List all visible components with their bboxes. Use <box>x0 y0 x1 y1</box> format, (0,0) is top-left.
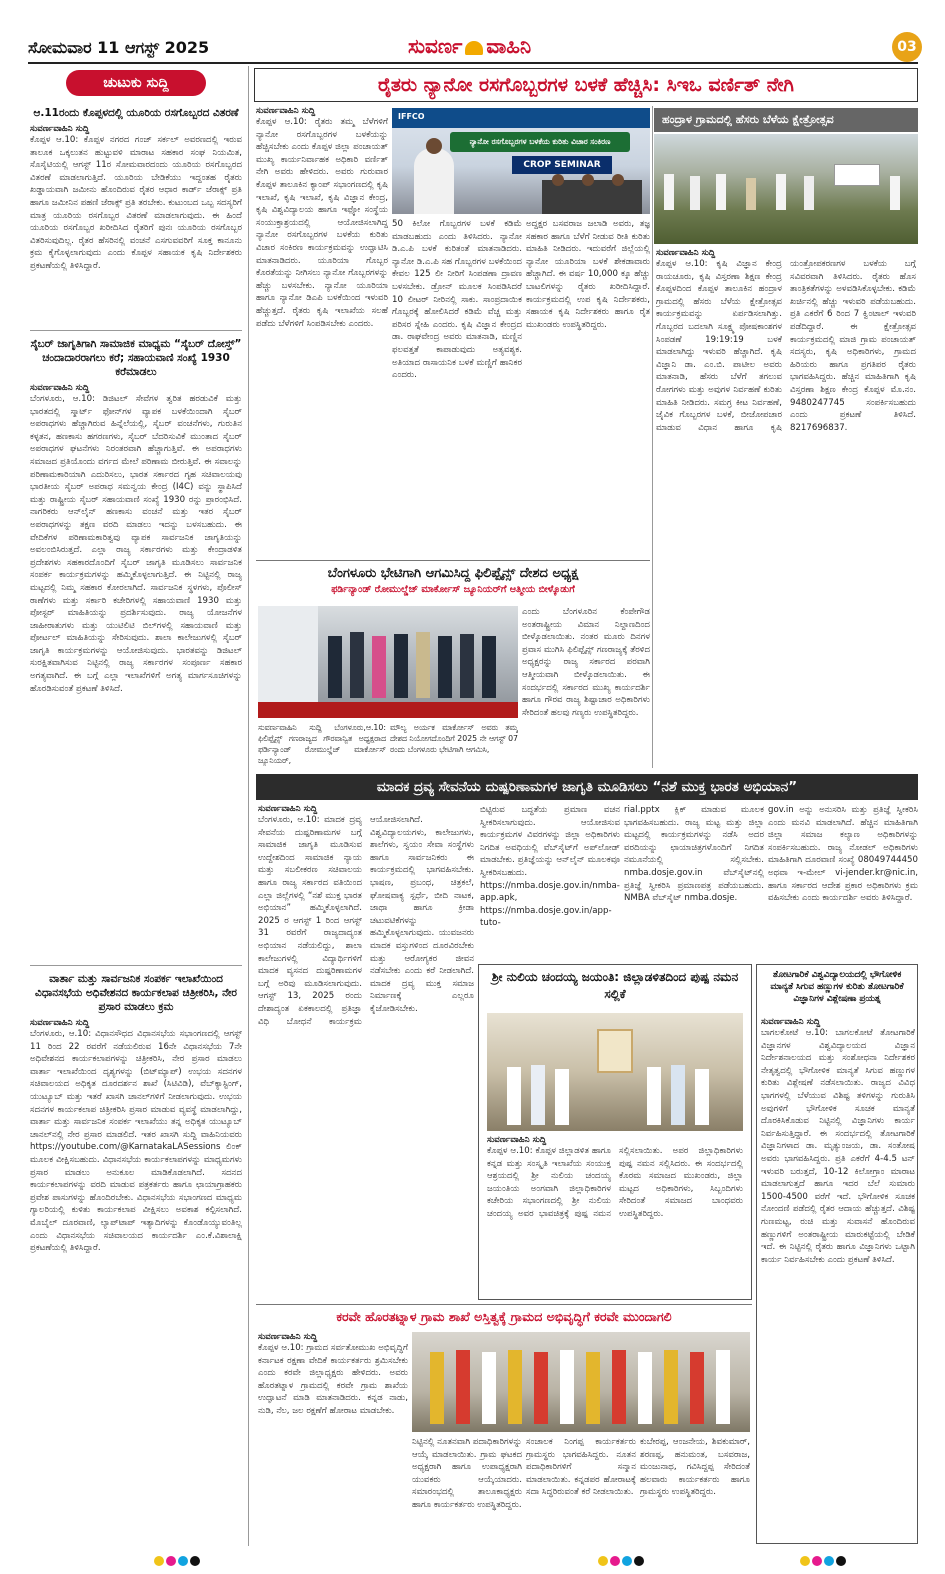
philippines-headline: ಬೆಂಗಳೂರು ಭೇಟಿಗಾಗಿ ಆಗಮಿಸಿದ್ದ ಫಿಲಿಪ್ಪೈನ್ಸ್ ದೇಶದ ಅಧ್ಯಕ್ಷ <box>327 566 579 581</box>
lead-headline: ರೈತರು ನ್ಯಾನೋ ರಸಗೊಬ್ಬರಗಳ ಬಳಕೆ ಹೆಚ್ಚಿಸಿ: ಸಿಇಒ ವರ್ಣಿತ್ ನೇಗಿ <box>378 74 794 96</box>
karave-body-col1: ಕೊಪ್ಪಳ ಆ.10: ಗ್ರಾಮದ ಸರ್ವತೋಮುಖ ಅಭಿವೃದ್ಧಿಗೆ ಕರ್ನಾಟಕ ರಕ್ಷಣಾ ವೇದಿಕೆ ಕಾರ್ಯಕರ್ತರು ಶ್ರಮಿಸಬೇಕು ಎಂದು ಕರವೇ ಜಿಲ್ಲಾಧ್ಯಕ್ಷರು ಹೇಳಿದರು. ಅವರು ಹೊರತಟ್ನಾಳ ಗ್ರಾಮದಲ್ಲಿ ಕರವೇ ಗ್ರಾಮ ಶಾಖೆಯ ಉದ್ಘಾಟನೆ ಮಾಡಿ ಮಾತನಾಡಿದರು. ಕನ್ನಡ ನಾಡು, ನುಡಿ, ನೆಲ, ಜಲ ರಕ್ಷಣೆಗೆ ಹೋರಾಟ ಮಾಡಬೇಕು. <box>258 1343 408 1416</box>
karave-col-3 <box>526 1436 636 1544</box>
philippines-caption-2 <box>390 722 518 768</box>
lead-body-col3: ಅದ್ದಕ್ಷರ ಬಸವರಾಜ ಜಲಾಡಿ ಅವರು, ತಜ್ಞ ಸಹಕಾರ ಹಾಗೂ ಬೆಳೆಗೆ ನೀಡುವ ರೀತಿ ಕುರಿತು ಮಾಹಿತಿ ನೀಡಿದರು. ಇದುವರೆಗೆ ಜಿಲ್ಲೆಯಲ್ಲಿ ನ್ಯಾನೋ ಯೂರಿಯಾ ಬಳಕೆ ಶೇಕಡಾವಾರು ಹೆಚ್ಚಾಗಿದೆ. ಈ ವರ್ಷ 10,000 ಕ್ಕೂ ಹೆಚ್ಚು ಬಾಟಲಿಗಳನ್ನು ರೈತರು ಖರೀದಿಸಿದ್ದಾರೆ. ಕಾರ್ಯಕ್ರಮದಲ್ಲಿ ಉಪ ಕೃಷಿ ನಿರ್ದೇಶಕರು, ಸಹಾಯಕ ಕೃಷಿ ನಿರ್ದೇಶಕರು ಹಾಗೂ ರೈತ ಮುಖಂಡರು ಉಪಸ್ಥಿತರಿದ್ದರು. <box>526 219 650 330</box>
karave-col-2 <box>412 1436 522 1544</box>
karave-col-1 <box>258 1332 408 1544</box>
nasha-body-col2: ಬಿಟ್ಟಿರುವ ಬದ್ಧತೆಯ ಪ್ರಮಾಣ ವಚನ ಸ್ವೀಕರಿಸಲಾಗುವುದು. ಆಯೋಜಿಸುವ ಕಾರ್ಯಕ್ರಮಗಳ ವಿವರಗಳನ್ನು ಜಿಲ್ಲಾ ಅಧಿಕಾರಿಗಳು ನಿಗದಿತ ಅವಧಿಯಲ್ಲಿ ವೆಬ್‌ಸೈಟ್‌ಗೆ ಅಪ್‌ಲೋಡ್ ಮಾಡಬೇಕು. ಪ್ರತಿಜ್ಞೆಯನ್ನು ಆನ್‌ಲೈನ್ ಮೂಲಕವೂ ಸ್ವೀಕರಿಸಬಹುದು. https://nmba.dosje.gov.in/nmba-app.apk, https://nmba.dosje.gov.in/app-tuto- <box>480 805 620 929</box>
nasha-body-col3: rial.pptx ಕ್ಲಿಕ್ ಮಾಡುವ ಮೂಲಕ ಭಾಗವಹಿಸಬಹುದು. ರಾಜ್ಯ ಮಟ್ಟ ಮತ್ತು ಜಿಲ್ಲಾ ಮಟ್ಟದಲ್ಲಿ ಕಾರ್ಯಕ್ರಮಗಳನ್ನು ನಡೆಸಿ ಅದರ ವರದಿಯನ್ನು ಛಾಯಾಚಿತ್ರಗಳೊಂದಿಗೆ ನಿಗದಿತ ನಮೂನೆಯಲ್ಲಿ ಸಲ್ಲಿಸಬೇಕು. nmba.dosje.gov.in ವೆಬ್‌ಸೈಟ್‌ನಲ್ಲಿ ಪ್ರತಿಜ್ಞೆ ಸ್ವೀಕರಿಸಿ ಪ್ರಮಾಣಪತ್ರ ಪಡೆಯಬಹುದು. NMBA ವೆಬ್‌ಸೈಟ್ nmba.dosje. <box>624 805 764 904</box>
hesaru-source: ಸುವರ್ಣವಾಹಿನಿ ಸುದ್ದಿ <box>656 248 716 258</box>
philippines-subhead: ಫರ್ಡಿನ್ಯಾಂಡ್ ರೋಮುಲ್ಡೆಜ್ ಮಾರ್ಕೋಸ್ ಜ್ಯೂನಿಯರ್‌ಗೆ ಆತ್ಮೀಯ ಬೀಳ್ಕೊಡುಗೆ <box>331 584 575 595</box>
logo-sun-icon <box>465 41 483 55</box>
karave-headline: ಕರವೇ ಹೊರತಟ್ನಾಳ ಗ್ರಾಮ ಶಾಖೆ ಅಸ್ತಿತ್ವಕ್ಕೆ ಗ್ರಾಮದ ಅಭಿವೃದ್ಧಿಗೆ ಕರವೇ ಮುಂದಾಗಲಿ <box>336 1309 672 1324</box>
nuliya-body: ಕೊಪ್ಪಳ ಆ.10: ಕೊಪ್ಪಳ ಜಿಲ್ಲಾಡಳಿತ ಹಾಗೂ ಕನ್ನಡ ಮತ್ತು ಸಂಸ್ಕೃತಿ ಇಲಾಖೆಯ ಸಂಯುಕ್ತ ಆಶ್ರಯದಲ್ಲಿ ಶ್ರೀ ನುಲಿಯ ಚಂದಯ್ಯ ಜಯಂತಿಯ ಅಂಗವಾಗಿ ಜಿಲ್ಲಾಧಿಕಾರಿಗಳ ಕಚೇರಿಯ ಸಭಾಂಗಣದಲ್ಲಿ ಶ್ರೀ ನುಲಿಯ ಚಂದಯ್ಯ ಅವರ ಭಾವಚಿತ್ರಕ್ಕೆ ಪುಷ್ಪ ನಮನ ಸಲ್ಲಿಸಲಾಯಿತು. ಅಪರ ಜಿಲ್ಲಾಧಿಕಾರಿಗಳು ಪುಷ್ಪ ನಮನ ಸಲ್ಲಿಸಿದರು. ಈ ಸಂದರ್ಭದಲ್ಲಿ ಕೊರಮ ಸಮಾಜದ ಮುಖಂಡರು, ಜಿಲ್ಲಾ ಮಟ್ಟದ ಅಧಿಕಾರಿಗಳು, ಸಿಬ್ಬಂದಿಗಳು ಸೇರಿದಂತೆ ಸಮಾಜದ ಬಾಂಧವರು ಉಪಸ್ಥಿತರಿದ್ದರು. <box>487 1146 743 1219</box>
philippines-photo <box>258 606 518 718</box>
story-urea <box>30 106 242 324</box>
logo-left-text: ಸುವರ್ಣ <box>408 34 463 58</box>
logo-right-text: ವಾಹಿನಿ <box>486 34 532 58</box>
philippines-caption-1 <box>258 722 386 768</box>
story-headline: ಆ.11ರಂದು ಕೊಪ್ಪಳದಲ್ಲಿ ಯೂರಿಯ ರಸಗೊಬ್ಬರದ ವಿತರಣೆ <box>33 107 239 119</box>
nasha-col-4 <box>768 804 918 960</box>
nasha-col-3 <box>624 804 764 960</box>
speaker-figure <box>414 148 454 214</box>
section-title-pill: ಚುಟುಕು ಸುದ್ದಿ <box>66 70 206 96</box>
karave-col-4 <box>640 1436 750 1544</box>
philippines-body: ಎಂದು ಬೆಂಗಳೂರಿನ ಕೆಂಪೇಗೌಡ ಅಂತರಾಷ್ಟ್ರೀಯ ವಿಮಾನ ನಿಲ್ದಾಣದಿಂದ ಬೀಳ್ಕೊಡಲಾಯಿತು. ನಂತರ ಮೂರು ದಿನಗಳ ಪ್ರವಾಸ ಮುಗಿಸಿ ಫಿಲಿಪ್ಪೈನ್ಸ್ ಗಣರಾಜ್ಯಕ್ಕೆ ತೆರಳಿದ ಅಧ್ಯಕ್ಷರನ್ನು ರಾಜ್ಯ ಸರ್ಕಾರದ ಪರವಾಗಿ ಆತ್ಮೀಯವಾಗಿ ಬೀಳ್ಕೊಡಲಾಯಿತು. ಈ ಸಂದರ್ಭದಲ್ಲಿ ಸರ್ಕಾರದ ಮುಖ್ಯ ಕಾರ್ಯದರ್ಶಿ ಹಾಗೂ ಗೌರವ ರಾಜ್ಯ ಶಿಷ್ಟಾಚಾರ ಅಧಿಕಾರಿಗಳು ಸೇರಿದಂತೆ ಹಲವು ಗಣ್ಯರು ಉಪಸ್ಥಿತರಿದ್ದರು. <box>522 607 650 718</box>
horticulture-body: ಬಾಗಲಕೋಟೆ ಆ.10: ಬಾಗಲಕೋಟೆ ತೋಟಗಾರಿಕೆ ವಿಜ್ಞಾನಗಳ ವಿಶ್ವವಿದ್ಯಾಲಯದ ವಿಜ್ಞಾನ ನಿರ್ದೇಶನಾಲಯದ ಮತ್ತು ಸಂಶೋಧನಾ ನಿರ್ದೇಶಕರ ನೇತೃತ್ವದಲ್ಲಿ ಭೌಗೋಳಿಕ ಮಾನ್ಯತೆ ಸಿಗುವ ಹಣ್ಣುಗಳ ಕುರಿತು ವಿಶ್ಲೇಷಣೆ ನಡೆಸಲಾಯಿತು. ರಾಜ್ಯದ ವಿವಿಧ ಭಾಗಗಳಲ್ಲಿ ಬೆಳೆಯುವ ವಿಶಿಷ್ಟ ತಳಿಗಳನ್ನು ಗುರುತಿಸಿ ಅವುಗಳಿಗೆ ಭೌಗೋಳಿಕ ಸೂಚಕ ಮಾನ್ಯತೆ ದೊರಕಿಸಿಕೊಡುವ ನಿಟ್ಟಿನಲ್ಲಿ ವಿಜ್ಞಾನಿಗಳು ಕಾರ್ಯ ನಿರ್ವಹಿಸುತ್ತಿದ್ದಾರೆ. ಈ ಸಂದರ್ಭದಲ್ಲಿ ತೋಟಗಾರಿಕೆ ವಿಜ್ಞಾನಿಗಳಾದ ಡಾ. ಮೃತ್ಯುಂಜಯ, ಡಾ. ಸಂತೋಷ ಅವರು ಭಾಗವಹಿಸಿದ್ದರು. ಪ್ರತಿ ಎಕರೆಗೆ 4-4.5 ಟನ್ ಇಳುವರಿ ಬರುತ್ತದೆ, 10-12 ಕಿಲೋಗ್ರಾಂ ಮಾರಾಟ ಮಾಡಲಾಗುತ್ತದೆ ಹಾಗೂ ಇದರ ಬೆಲೆ ಸುಮಾರು 1500-4500 ವರೆಗೆ ಇದೆ. ಭೌಗೋಳಿಕ ಸೂಚಕ ನೋಂದಣಿ ಪಡೆದಲ್ಲಿ ರೈತರ ಆದಾಯ ಹೆಚ್ಚುತ್ತದೆ. ವಿಶಿಷ್ಟ ಗುಣಮಟ್ಟ, ರುಚಿ ಮತ್ತು ಸುವಾಸನೆ ಹೊಂದಿರುವ ಹಣ್ಣುಗಳಿಗೆ ಅಂತರಾಷ್ಟ್ರೀಯ ಮಾರುಕಟ್ಟೆಯಲ್ಲಿ ಬೇಡಿಕೆ ಇದೆ. ಈ ನಿಟ್ಟಿನಲ್ಲಿ ರೈತರು ಹಾಗೂ ವಿಜ್ಞಾನಿಗಳು ಒಟ್ಟಾಗಿ ಕಾರ್ಯ ನಿರ್ವಹಿಸಬೇಕು ಎಂದು ಪ್ರಕಟಣೆ ತಿಳಿಸಿದೆ. <box>761 1028 915 1265</box>
photo-banner: ನ್ಯಾನೋ ರಸಗೊಬ್ಬರಗಳ ಬಳಕೆಯ ಕುರಿತು ವಿಚಾರ ಸಂಕಿರಣ <box>450 132 630 152</box>
page-number-badge: 03 <box>892 32 922 62</box>
story-source: ಸುವರ್ಣವಾಹಿನಿ ಸುದ್ದಿ <box>30 383 90 393</box>
nuliya-photo <box>487 1013 743 1131</box>
karave-body-col3: ಸಂಚಾಲಕ ನಿಂಗಪ್ಪ ಕಾರ್ಯಕರ್ತರು ಗ್ರಾಮಸ್ಥರು ಭಾಗವಹಿಸಿದ್ದರು. ನೂತನ ಪದಾಧಿಕಾರಿಗಳಿಗೆ ಸನ್ಮಾನ ಮಾಡಲಾಯಿತು. ಕನ್ನಡಪರ ಹೋರಾಟಕ್ಕೆ ಸದಾ ಸಿದ್ಧರಿರುವಂತೆ ಕರೆ ನೀಡಲಾಯಿತು. <box>526 1437 636 1498</box>
nasha-col-2 <box>480 804 620 960</box>
lead-body-col2: 50 ಕಿಲೋ ಗೊಬ್ಬರಗಳ ಬಳಕೆ ಕಡಿಮೆ ಮಾಡಬಹುದು ಎಂದು ತಿಳಿಸಿದರು. ನ್ಯಾನೋ ಡಿ.ಎ.ಪಿ ಬಳಕೆ ಕುರಿತಂತೆ ಮಾತನಾಡಿದರು. ನ್ಯಾನೋ ಡಿ.ಎ.ಪಿ ಸಹ ಗೊಬ್ಬರಗಳ ಬಳಕೆಯಿಂದ ಕೇವಲ 125 ಲೀ ನೀರಿಗೆ ಸಿಂಪಡಣಾ ದ್ರಾವಣ ಬಳಸಬೇಕು. ಡ್ರೋನ್ ಮೂಲಕ ಸಿಂಪಡಿಸಿದರೆ 10 ಲೀಟರ್ ನೀರಿನಲ್ಲಿ ಸಾಕು. ಸಾಂಪ್ರದಾಯಿಕ ಗೊಬ್ಬರಕ್ಕೆ ಹೋಲಿಸಿದರೆ ಕಡಿಮೆ ವೆಚ್ಚ ಮತ್ತು ಪರಿಸರ ಸ್ನೇಹಿ ಎಂದರು. ಕೃಷಿ ವಿಜ್ಞಾನ ಕೇಂದ್ರದ ಡಾ. ರಾಘವೇಂದ್ರ ಅವರು ಮಾತನಾಡಿ, ಮಣ್ಣಿನ ಫಲವತ್ತತೆ ಕಾಪಾಡುವುದು ಅತ್ಯವಶ್ಯಕ. ಅತಿಯಾದ ರಾಸಾಯನಿಕ ಬಳಕೆ ಮಣ್ಣಿಗೆ ಹಾನಿಕರ ಎಂದರು. <box>392 219 522 381</box>
story-body: ಕೊಪ್ಪಳ ಆ.10: ಕೊಪ್ಪಳ ನಗರದ ಗಂಜ್ ಸರ್ಕಲ್ ಅವರಣದಲ್ಲಿ ಇರುವ ತಾಲೂಕ ಒಕ್ಕಲುತನ ಹುಟ್ಟುವಳಿ ಮಾರಾಟ ಸಹಕಾರ ಸಂಘ ನಿಯಮಿತ, ಸೊಸೈಟಿಯಲ್ಲಿ ಆಗಸ್ಟ್ 11ರ ಸೋಮವಾರದಂದು ಯೂರಿಯ ರಸಗೊಬ್ಬರದ ವಿತರಣೆ ಮಾಡಲಾಗುತ್ತಿದೆ. ಯೂರಿಯ ಬೇಡಿಕೆಯು ಇದ್ದಂತಹ ರೈತರು ಖಡ್ಡಾಯವಾಗಿ ಜಮೀನು ಹೊಂದಿರುವ ರೈತರ ಆಧಾರ ಕಾರ್ಡ್ ಜೆರಾಕ್ಸ್ ಪ್ರತಿ ಹಾಗೂ ಜಮೀನಿನ ಪಹಣಿ ಜೆರಾಕ್ಸ್ ಪ್ರತಿ ತರಬೇಕು. ಕುಟುಂಬದ ಒಬ್ಬ ಸದಸ್ಯರಿಗೆ ಮಾತ್ರ ಯೂರಿಯ ರಸಗೊಬ್ಬರ ವಿತರಣೆ ಮಾಡಲಾಗುವುದು. ಈ ಹಿಂದೆ ಯೂರಿಯ ರಸಗೊಬ್ಬರ ಖರೀದಿಸಿದ ರೈತರಿಗೆ ಪುನಃ ಯೂರಿಯ ರಸಗೊಬ್ಬರ ವಿತರಿಸುವುದಿಲ್ಲ. ರೈತರ ಹೆಸರಿನಲ್ಲಿ ವಂಚನೆ ಎಸಗುವವರಿಗೆ ಸೂಕ್ತ ಕಾನೂನು ಕ್ರಮ ಕೈಗೊಳ್ಳಲಾಗುವುದು ಎಂದು ಕೊಪ್ಪಳ ಸಹಾಯಕ ಕೃಷಿ ನಿರ್ದೇಶಕರು ಪ್ರಕಟಣೆಯಲ್ಲಿ ತಿಳಿಸಿದ್ದಾರೆ. <box>30 135 242 271</box>
column-divider <box>248 66 249 1546</box>
hesaru-body: ಕೊಪ್ಪಳ ಆ.10: ಕೃಷಿ ವಿಜ್ಞಾನ ಕೇಂದ್ರ ರಾಯಚೂರು, ಕೃಷಿ ವಿಸ್ತರಣಾ ಶಿಕ್ಷಣ ಕೇಂದ್ರ ಕೊಪ್ಪಳದಿಂದ ಕೊಪ್ಪಳ ತಾಲೂಕಿನ ಹಂದ್ರಾಳ ಗ್ರಾಮದಲ್ಲಿ ಹೆಸರು ಬೆಳೆಯ ಕ್ಷೇತ್ರೋತ್ಸವ ಕಾರ್ಯಕ್ರಮವನ್ನು ಏರ್ಪಡಿಸಲಾಗಿತ್ತು. ಗೊಬ್ಬರದ ಬದಲಾಗಿ ಸೂಕ್ಷ್ಮ ಪೋಷಕಾಂಶಗಳ ಸಿಂಪಡಣೆ 19:19:19 ಬಳಕೆ ಮಾಡಲಾಗಿದ್ದು ಇಳುವರಿ ಹೆಚ್ಚಾಗಿದೆ. ಕೃಷಿ ವಿಜ್ಞಾನಿ ಡಾ. ಎಂ.ಬಿ. ಪಾಟೀಲ ಅವರು ಮಾತನಾಡಿ, ಹೆಸರು ಬೆಳೆಗೆ ತಗಲುವ ರೋಗಗಳು ಮತ್ತು ಅವುಗಳ ನಿರ್ವಹಣೆ ಕುರಿತು ಮಾಹಿತಿ ನೀಡಿದರು. ಸಮಗ್ರ ಕೀಟ ನಿರ್ವಹಣೆ, ಜೈವಿಕ ಗೊಬ್ಬರಗಳ ಬಳಕೆ, ಬೀಜೋಪಚಾರ ಮಾಡುವ ವಿಧಾನ ಹಾಗೂ ಕೃಷಿ ಯಂತ್ರೋಪಕರಣಗಳ ಬಳಕೆಯ ಬಗ್ಗೆ ಸವಿವರವಾಗಿ ತಿಳಿಸಿದರು. ರೈತರು ಹೊಸ ತಾಂತ್ರಿಕತೆಗಳನ್ನು ಅಳವಡಿಸಿಕೊಳ್ಳಬೇಕು. ಕಡಿಮೆ ಖರ್ಚಿನಲ್ಲಿ ಹೆಚ್ಚು ಇಳುವರಿ ಪಡೆಯಬಹುದು. ಪ್ರತಿ ಎಕರೆಗೆ 6 ರಿಂದ 7 ಕ್ವಿಂಟಾಲ್ ಇಳುವರಿ ಪಡೆದಿದ್ದಾರೆ. ಈ ಕ್ಷೇತ್ರೋತ್ಸವ ಕಾರ್ಯಕ್ರಮದಲ್ಲಿ ಮಾಜಿ ಗ್ರಾಮ ಪಂಚಾಯತ್ ಸದಸ್ಯರು, ಕೃಷಿ ಅಧಿಕಾರಿಗಳು, ಗ್ರಾಮದ ಹಿರಿಯರು ಹಾಗೂ ಪ್ರಗತಿಪರ ರೈತರು ಭಾಗವಹಿಸಿದ್ದರು. ಹೆಚ್ಚಿನ ಮಾಹಿತಿಗಾಗಿ ಕೃಷಿ ವಿಸ್ತರಣಾ ಶಿಕ್ಷಣ ಕೇಂದ್ರ ಕೊಪ್ಪಳ ಮೊ.ನಂ. 9480247745 ಸಂಪರ್ಕಿಸಬಹುದು ಎಂದು ಪ್ರಕಟಣೆ ತಿಳಿಸಿದೆ. 8217696837. <box>656 259 916 433</box>
print-registration-marks <box>0 1556 945 1570</box>
lead-col-2 <box>392 218 522 556</box>
photo-banner-en: CROP SEMINAR <box>512 156 612 174</box>
philippines-body-col <box>522 606 650 768</box>
lead-col-3 <box>526 218 650 556</box>
lead-col-1 <box>256 106 388 556</box>
philippines-caption: ಸುವರ್ಣವಾಹಿನಿ ಸುದ್ದಿ ಬೆಂಗಳೂರು,ಆ.10: ಫಿಲಿಪ್ಪೈನ್ಸ್ ಗಣರಾಜ್ಯದ ಗೌರವಾನ್ವಿತ ಅಧ್ಯಕ್ಷರಾದ ಫರ್ಡಿನ್ಯಾಂಡ್ ರೋಮುಲ್ಡೆಜ್ ಮಾರ್ಕೋಸ್ ಜ್ಯೂನಿಯರ್, <box>258 723 386 765</box>
philippines-header <box>256 560 650 602</box>
nasha-col-1 <box>258 804 474 1150</box>
lead-source: ಸುವರ್ಣವಾಹಿನಿ ಸುದ್ದಿ <box>256 106 316 116</box>
story-headline: ವಾರ್ತಾ ಮತ್ತು ಸಾರ್ವಜನಿಕ ಸಂಪರ್ಕ ಇಲಾಖೆಯಿಂದ ವಿಧಾನಸಭೆಯ ಅಧಿವೇಶನದ ಕಾರ್ಯಕಲಾಪ ಚಿತ್ರೀಕರಿಸಿ, ನೇರ ಪ್ರಸಾರ ಮಾಡಲು ಕ್ರಮ <box>35 973 237 1013</box>
story-assembly <box>30 972 242 1546</box>
nasha-source: ಸುವರ್ಣವಾಹಿನಿ ಸುದ್ದಿ <box>258 804 318 814</box>
karave-source: ಸುವರ್ಣವಾಹಿನಿ ಸುದ್ದಿ <box>258 1332 318 1342</box>
hesaru-band: ಹಂದ್ರಾಳ ಗ್ರಾಮದಲ್ಲಿ ಹೆಸರು ಬೆಳೆಯ ಕ್ಷೇತ್ರೋತ್ಸವ <box>654 108 918 132</box>
story-body: ಬೆಂಗಳೂರು, ಆ.10: ವಿಧಾನಸೌಧದ ವಿಧಾನಸಭೆಯ ಸಭಾಂಗಣದಲ್ಲಿ ಆಗಸ್ಟ್ 11 ರಿಂದ 22 ರವರೆಗೆ ನಡೆಯಲಿರುವ 16ನೇ ವಿಧಾನಸಭೆಯ 7ನೇ ಅಧಿವೇಶನದ ಕಾರ್ಯಕಲಾಪಗಳನ್ನು ಚಿತ್ರೀಕರಿಸಿ, ನೇರ ಪ್ರಸಾರ ಮಾಡಲು ವಾರ್ತಾ ಇಲಾಖೆಯಿಂದ ದೃಶ್ಯಗಳನ್ನು (ಬಿಟ್‌ಮ್ಯಾಪ್) ಉಭಯ ಸದನಗಳ ಸಚಿವಾಲಯದ ಅಧಿಕೃತ ದೂರದರ್ಶನ ಶಾಖೆ (ಸಿಟಿವಿಡಿ), ವೆಬ್‌ಕ್ಯಾಸ್ಟಿಂಗ್, ಯುಟ್ಯೂಬ್ ಮತ್ತು ಇತರೆ ಖಾಸಗಿ ಚಾನಲ್‌ಗಳಿಗೆ ನೀಡಲಾಗುವುದು. ಉಭಯ ಸದನಗಳ ಕಾರ್ಯಕಲಾಪ ಚಿತ್ರೀಕರಿಸಿ ಪ್ರಸಾರ ಮಾಡುವ ವ್ಯವಸ್ಥೆ ಮಾಡಲಾಗಿದ್ದು, ವಾರ್ತಾ ಮತ್ತು ಸಾರ್ವಜನಿಕ ಸಂಪರ್ಕ ಇಲಾಖೆಯು ತನ್ನ ಅಧಿಕೃತ ಯುಟ್ಯೂಬ್ ಚಾನಲ್‌ನಲ್ಲಿ ನೇರ ಪ್ರಸಾರ ಮಾಡಲಿದೆ. ಇತರ ಖಾಸಗಿ ಸುದ್ದಿ ವಾಹಿನಿಯವರು https://youtube.com/@KarnatakaLASessions ಲಿಂಕ್ ಮೂಲಕ ವೀಕ್ಷಿಸಬಹುದು. ವಿಧಾನಸಭೆಯ ಕಾರ್ಯಕಲಾಪಗಳನ್ನು ಮಾಧ್ಯಮಗಳು ಪ್ರಸಾರ ಮಾಡಲು ಅನುಕೂಲ ಮಾಡಿಕೊಡಲಾಗಿದೆ. ಸದನದ ಕಾರ್ಯಕಲಾಪಗಳನ್ನು ವರದಿ ಮಾಡುವ ಪತ್ರಕರ್ತರು ಹಾಗೂ ಛಾಯಾಗ್ರಾಹಕರು ಪ್ರವೇಶ ಪಾಸುಗಳನ್ನು ಹೊಂದಿರಬೇಕು. ವಿಧಾನಸಭೆಯ ಸಭಾಂಗಣದ ಮಾಧ್ಯಮ ಗ್ಯಾಲರಿಯಲ್ಲಿ ಕುಳಿತು ಕಾರ್ಯಕಲಾಪ ವೀಕ್ಷಿಸಲು ಅವಕಾಶ ಕಲ್ಪಿಸಲಾಗಿದೆ. ಮೊಬೈಲ್ ದೂರವಾಣಿ, ಲ್ಯಾಪ್‌ಟಾಪ್ ಇತ್ಯಾದಿಗಳನ್ನು ಕೊಂಡೊಯ್ಯುವಂತಿಲ್ಲ ಎಂದು ವಿಧಾನಸಭೆಯ ಸಚಿವಾಲಯದ ಕಾರ್ಯದರ್ಶಿ ಎಂ.ಕೆ.ವಿಶಾಲಾಕ್ಷಿ ಪ್ರಕಟಣೆಯಲ್ಲಿ ತಿಳಿಸಿದ್ದಾರೆ. <box>30 1029 242 1254</box>
left-column <box>30 70 242 1546</box>
nuliya-headline: ಶ್ರೀ ನುಲಿಯ ಚಂದಯ್ಯ ಜಯಂತಿ: ಜಿಲ್ಲಾಡಳಿತದಿಂದ ಪುಷ್ಪ ನಮನ ಸಲ್ಲಿಕೆ <box>491 970 739 1001</box>
karave-body-col2: ನಿಟ್ಟಿನಲ್ಲಿ ನೂತನವಾಗಿ ಪದಾಧಿಕಾರಿಗಳನ್ನು ಆಯ್ಕೆ ಮಾಡಲಾಯಿತು. ಗ್ರಾಮ ಘಟಕದ ಅಧ್ಯಕ್ಷರಾಗಿ ಹಾಗೂ ಉಪಾಧ್ಯಕ್ಷರಾಗಿ ಯುವಕರು ಆಯ್ಕೆಯಾದರು. ಸಮಾರಂಭದಲ್ಲಿ ತಾಲೂಕಾಧ್ಯಕ್ಷರು ಹಾಗೂ ಕಾರ್ಯಕರ್ತರು ಉಪಸ್ಥಿತರಿದ್ದರು. <box>412 1437 522 1510</box>
lead-body-col1: ಕೊಪ್ಪಳ ಆ.10: ರೈತರು ತಮ್ಮ ಬೆಳೆಗಳಿಗೆ ನ್ಯಾನೋ ರಸಗೊಬ್ಬರಗಳ ಬಳಕೆಯನ್ನು ಹೆಚ್ಚಿಸಬೇಕು ಎಂದು ಕೊಪ್ಪಳ ಜಿಲ್ಲಾ ಪಂಚಾಯತ್ ಮುಖ್ಯ ಕಾರ್ಯನಿರ್ವಾಹಕ ಅಧಿಕಾರಿ ವರ್ಣಿತ್ ನೇಗಿ ಅವರು ಹೇಳಿದರು. ಅವರು ಗುರುವಾರ ಕೊಪ್ಪಳ ತಾಲೂಕಿನ ಕ್ಯಾಂಪ್ ಸಭಾಂಗಣದಲ್ಲಿ ಕೃಷಿ ಇಲಾಖೆ, ಕೃಷಿ ಇಲಾಖೆ, ಕೃಷಿ ವಿಜ್ಞಾನ ಕೇಂದ್ರ, ಕೃಷಿ ವಿಶ್ವವಿದ್ಯಾಲಯ ಹಾಗೂ ಇಫ್ಕೋ ಸಂಸ್ಥೆಯ ಸಂಯುಕ್ತಾಶ್ರಯದಲ್ಲಿ ಆಯೋಜಿಸಲಾಗಿದ್ದ ನ್ಯಾನೋ ರಸಗೊಬ್ಬರಗಳ ಬಳಕೆಯ ಕುರಿತು ವಿಚಾರ ಸಂಕಿರಣ ಕಾರ್ಯಕ್ರಮವನ್ನು ಉದ್ಘಾಟಿಸಿ ಮಾತನಾಡಿದರು. ಯೂರಿಯಾ ಗೊಬ್ಬರ ಕೊರತೆಯನ್ನು ನೀಗಿಸಲು ನ್ಯಾನೋ ಗೊಬ್ಬರಗಳನ್ನು ಹೆಚ್ಚು ಬಳಸಬೇಕು. ನ್ಯಾನೋ ಯೂರಿಯಾ ಹಾಗೂ ನ್ಯಾನೋ ಡಿಎಪಿ ಬಳಕೆಯಿಂದ ಇಳುವರಿ ಹೆಚ್ಚುತ್ತದೆ. ರೈತರು ಕೃಷಿ ಇಲಾಖೆಯ ಸಲಹೆ ಪಡೆದು ಬೆಳೆಗಳಿಗೆ ಸಿಂಪಡಿಸಬೇಕು ಎಂದರು. <box>256 117 388 329</box>
nuliya-box <box>478 964 752 1300</box>
story-headline: ಸೈಬರ್ ಜಾಗೃತಿಗಾಗಿ ಸಾಮಾಜಿಕ ಮಾಧ್ಯಮ “ಸೈಬರ್ ದೋಸ್ತ್” ಚಂದಾದಾರರಾಗಲು ಕರೆ; ಸಹಾಯವಾಣಿ ಸಂಖ್ಯೆ 1930 ಕರೆಮಾಡಲು <box>30 338 242 378</box>
issue-date: ಸೋಮವಾರ 11 ಆಗಸ್ಟ್ 2025 <box>28 38 210 57</box>
story-source: ಸುವರ್ಣವಾಹಿನಿ ಸುದ್ದಿ <box>30 1018 90 1028</box>
karave-header <box>256 1304 752 1328</box>
story-source: ಸುವರ್ಣವಾಹಿನಿ ಸುದ್ದಿ <box>30 124 90 134</box>
nuliya-source: ಸುವರ್ಣವಾಹಿನಿ ಸುದ್ದಿ <box>487 1135 547 1145</box>
horticulture-source: ಸುವರ್ಣವಾಹಿನಿ ಸುದ್ದಿ <box>761 1017 821 1027</box>
horticulture-headline: ತೋಟಗಾರಿಕೆ ವಿಶ್ವವಿದ್ಯಾಲಯದಲ್ಲಿ ಭೌಗೋಳಿಕ ಮಾನ್ಯತೆ ಸಿಗುವ ಹಣ್ಣುಗಳ ಕುರಿತು ತೋಟಗಾರಿಕೆ ವಿಜ್ಞಾನಿಗಳ ವಿಶ್ಲೇಷಣಾ ಪ್ರಯತ್ನ <box>770 970 904 1004</box>
story-cyber <box>30 337 242 959</box>
horticulture-box <box>756 964 918 1544</box>
lead-photo <box>392 108 650 214</box>
karave-body-col4: ಕುಬೇರಪ್ಪ, ಆಂಜನೇಯ, ಶಿವಕುಮಾರ್, ಶರಣಪ್ಪ, ಹನುಮಂತ, ಬಸವರಾಜ, ಮಂಜುನಾಥ, ಗವಿಸಿದ್ದಪ್ಪ ಸೇರಿದಂತೆ ಹಲವಾರು ಕಾರ್ಯಕರ್ತರು ಹಾಗೂ ಗ್ರಾಮಸ್ಥರು ಉಪಸ್ಥಿತರಿದ್ದರು. <box>640 1437 750 1498</box>
nasha-body-col1: ಬೆಂಗಳೂರು, ಆ.10: ಮಾದಕ ದ್ರವ್ಯ ಸೇವನೆಯ ದುಷ್ಪರಿಣಾಮಗಳ ಬಗ್ಗೆ ಸಾಮಾಜಿಕ ಜಾಗೃತಿ ಮೂಡಿಸುವ ಉದ್ದೇಶದಿಂದ ಸಾಮಾಜಿಕ ನ್ಯಾಯ ಮತ್ತು ಸಬಲೀಕರಣ ಸಚಿವಾಲಯ ಹಾಗೂ ರಾಜ್ಯ ಸರ್ಕಾರದ ವತಿಯಿಂದ ಎಲ್ಲಾ ಜಿಲ್ಲೆಗಳಲ್ಲಿ “ನಶೆ ಮುಕ್ತ ಭಾರತ ಅಭಿಯಾನ” ಹಮ್ಮಿಕೊಳ್ಳಲಾಗಿದೆ. 2025 ರ ಆಗಸ್ಟ್ 1 ರಿಂದ ಆಗಸ್ಟ್ 31 ರವರೆಗೆ ರಾಜ್ಯದಾದ್ಯಂತ ಅಭಿಯಾನ ನಡೆಯಲಿದ್ದು, ಶಾಲಾ ಕಾಲೇಜುಗಳಲ್ಲಿ ವಿದ್ಯಾರ್ಥಿಗಳಿಗೆ ಮಾದಕ ವ್ಯಸನದ ದುಷ್ಪರಿಣಾಮಗಳ ಬಗ್ಗೆ ಅರಿವು ಮೂಡಿಸಲಾಗುವುದು. ಆಗಸ್ಟ್ 13, 2025 ರಂದು ದೇಶಾದ್ಯಂತ ಏಕಕಾಲದಲ್ಲಿ ಪ್ರತಿಜ್ಞಾ ವಿಧಿ ಬೋಧನೆ ಕಾರ್ಯಕ್ರಮ ಆಯೋಜಿಸಲಾಗಿದೆ. ವಿಶ್ವವಿದ್ಯಾಲಯಗಳು, ಕಾಲೇಜುಗಳು, ಶಾಲೆಗಳು, ಸ್ವಯಂ ಸೇವಾ ಸಂಸ್ಥೆಗಳು ಹಾಗೂ ಸಾರ್ವಜನಿಕರು ಈ ಕಾರ್ಯಕ್ರಮದಲ್ಲಿ ಭಾಗವಹಿಸಬೇಕು. ಭಾಷಣ, ಪ್ರಬಂಧ, ಚಿತ್ರಕಲೆ, ಘೋಷವಾಕ್ಯ ಸ್ಪರ್ಧೆ, ಬೀದಿ ನಾಟಕ, ಜಾಥಾ ಹಾಗೂ ಕ್ರೀಡಾ ಚಟುವಟಿಕೆಗಳನ್ನು ಹಮ್ಮಿಕೊಳ್ಳಲಾಗುವುದು. ಯುವಜನರು ಮಾದಕ ವಸ್ತುಗಳಿಂದ ದೂರವಿರಬೇಕು ಮತ್ತು ಆರೋಗ್ಯಕರ ಜೀವನ ನಡೆಸಬೇಕು ಎಂದು ಕರೆ ನೀಡಲಾಗಿದೆ. ಮಾದಕ ದ್ರವ್ಯ ಮುಕ್ತ ಸಮಾಜ ನಿರ್ಮಾಣಕ್ಕೆ ಎಲ್ಲರೂ ಕೈಜೋಡಿಸಬೇಕು. <box>258 815 474 1027</box>
philippines-caption2: ಮೌಲ್ಯ ಅರ್ಯಕ ಮಾರ್ಕೋಸ್ ಅವರು ತಮ್ಮ ದೇಶದ ನಿಯೋಗದೊಂದಿಗೆ 2025 ನೇ ಆಗಸ್ಟ್ 07 ರಂದು ಬೆಂಗಳೂರು ಭೇಟಿಗಾಗಿ ಆಗಮಿಸಿ, <box>390 723 518 754</box>
nasha-body-col4: gov.in ಅನ್ನು ಅನುಸರಿಸಿ ಮತ್ತು ಪ್ರತಿಜ್ಞೆ ಸ್ವೀಕರಿಸಿ ಎಂದು ಮನವಿ ಮಾಡಲಾಗಿದೆ. ಹೆಚ್ಚಿನ ಮಾಹಿತಿಗಾಗಿ ಜಿಲ್ಲಾ ಸಮಾಜ ಕಲ್ಯಾಣ ಅಧಿಕಾರಿಗಳನ್ನು ಸಂಪರ್ಕಿಸಬಹುದು. ರಾಜ್ಯ ನೋಡಲ್ ಅಧಿಕಾರಿಗಳು ಮಾಹಿತಿಗಾಗಿ ದೂರವಾಣಿ ಸಂಖ್ಯೆ 08049744450 ಅಥವಾ ಇ-ಮೇಲ್ vi-jender.kr@nic.in, ಹಾಗೂ ಸರ್ಕಾರದ ಆದೇಶ ಪ್ರಕಾರ ಅಧಿಕಾರಿಗಳು ಕ್ರಮ ವಹಿಸಬೇಕು ಎಂದು ಕಾರ್ಯದರ್ಶಿ ಅವರು ತಿಳಿಸಿದ್ದಾರೆ. <box>768 805 918 904</box>
lead-headline-box <box>254 68 918 102</box>
hesaru-text <box>656 248 916 768</box>
karave-photo <box>412 1332 750 1432</box>
masthead <box>28 34 918 64</box>
hesaru-photo <box>654 134 918 244</box>
story-body: ಬೆಂಗಳೂರು, ಆ.10: ಡಿಜಿಟಲ್ ಸೇವೆಗಳ ತ್ವರಿತ ಹರಡುವಿಕೆ ಮತ್ತು ಭಾರತದಲ್ಲಿ ಸ್ಮಾರ್ಟ್ ಫೋನ್‌ಗಳ ವ್ಯಾಪಕ ಬಳಕೆಯಿಂದಾಗಿ ಸೈಬರ್ ಅಪರಾಧಗಳು ಹೆಚ್ಚಾಗಿರುವ ಹಿನ್ನೆಲೆಯಲ್ಲಿ, ಸೈಬರ್ ವಂಚನೆಗಳು, ಗುರುತಿನ ಕಳ್ಳತನ, ಹಣಕಾಸು ಹಗರಣಗಳು, ಸೈಬರ್ ಬೆದರಿಸುವಿಕೆ ಮುಂತಾದ ಸೈಬರ್ ಅಪರಾಧಗಳ ಘಟನೆಗಳು ನಿರಂತರವಾಗಿ ಹೆಚ್ಚಾಗುತ್ತಿವೆ. ಈ ಅಪರಾಧಗಳು ಸಮಾಜದ ಪ್ರತಿಯೊಂದು ವರ್ಗದ ಮೇಲೆ ಪರಿಣಾಮ ಬೀರುತ್ತಿವೆ. ಈ ಸವಾಲನ್ನು ಪರಿಣಾಮಕಾರಿಯಾಗಿ ಎದುರಿಸಲು, ಭಾರತ ಸರ್ಕಾರದ ಗೃಹ ಸಚಿವಾಲಯವು ಭಾರತೀಯ ಸೈಬರ್ ಅಪರಾಧ ಸಮನ್ವಯ ಕೇಂದ್ರ (I4C) ವನ್ನು ಸ್ಥಾಪಿಸಿದೆ ಮತ್ತು ರಾಷ್ಟ್ರೀಯ ಸೈಬರ್ ಸಹಾಯವಾಣಿ ಸಂಖ್ಯೆ 1930 ರನ್ನು ಪ್ರಾರಂಭಿಸಿದೆ. ನಾಗರಿಕರು ಆನ್‌ಲೈನ್ ಹಣಕಾಸು ವಂಚನೆ ಮತ್ತು ಇತರ ಸೈಬರ್ ಅಪರಾಧಗಳನ್ನು ತಕ್ಷಣ ವರದಿ ಮಾಡಲು ಇದನ್ನು ಬಳಸಬಹುದು. ಈ ವೇದಿಕೆಗಳ ಪರಿಣಾಮಕಾರಿತ್ವವು ವ್ಯಾಪಕ ಸಾರ್ವಜನಿಕ ಜಾಗೃತಿಯನ್ನು ಅವಲಂಬಿಸಿರುತ್ತದೆ. ಎಲ್ಲಾ ರಾಜ್ಯ ಸರ್ಕಾರಗಳು ಮತ್ತು ಕೇಂದ್ರಾಡಳಿತ ಪ್ರದೇಶಗಳು ಸಹಕಾರದೊಂದಿಗೆ ಸೈಬರ್ ಜಾಗೃತಿ ಮೂಡಿಸಲು ಸಾರ್ವಜನಿಕ ಸಂಪರ್ಕ ಕಾರ್ಯಕ್ರಮಗಳನ್ನು ಹಮ್ಮಿಕೊಳ್ಳಲಾಗುತ್ತಿದೆ. ಈ ನಿಟ್ಟಿನಲ್ಲಿ ರಾಜ್ಯ ಮಟ್ಟದಲ್ಲಿ ನಿಮ್ಮ ಸಹಕಾರ ಕೋರಲಾಗಿದೆ. ಸಾರ್ವಜನಿಕ ಸ್ಥಳಗಳು, ಪೊಲೀಸ್ ಠಾಣೆಗಳು ಮತ್ತು ಸರ್ಕಾರಿ ಕಚೇರಿಗಳಲ್ಲಿ ಸಹಾಯವಾಣಿ 1930 ಮತ್ತು ಪೋಸ್ಟರ್ ಮಾಹಿತಿಯನ್ನು ಪ್ರದರ್ಶಿಸುವುದು. ರಾಜ್ಯ ಯೋಜನೆಗಳ ಜಾಹೀರಾತುಗಳು ಮತ್ತು ಯುಟಿಲಿಟಿ ಬಿಲ್‌ಗಳಲ್ಲಿ ಸಹಾಯವಾಣಿ ಮತ್ತು ಪೋರ್ಟಲ್ ಮಾಹಿತಿಯನ್ನು ಸೇರಿಸುವುದು. ಶಾಲಾ ಕಾಲೇಜುಗಳಲ್ಲಿ ಸೈಬರ್ ಜಾಗೃತಿ ಕಾರ್ಯಕ್ರಮಗಳನ್ನು ಆಯೋಜಿಸುವುದು. ಭಾರತವನ್ನು ಡಿಜಿಟಲ್ ಸುರಕ್ಷಿತವಾಗಿಸುವ ನಿಟ್ಟಿನಲ್ಲಿ ರಾಜ್ಯ ಸರ್ಕಾರಗಳ ಸಂಪೂರ್ಣ ಸಹಕಾರ ಅಗತ್ಯವಾಗಿದೆ. ಈ ಬಗ್ಗೆ ಎಲ್ಲಾ ಇಲಾಖೆಗಳಿಗೆ ಅಗತ್ಯ ಮಾರ್ಗಸೂಚಿಗಳನ್ನು ಹೊರಡಿಸುವಂತೆ ಪ್ರಕಟಣೆ ತಿಳಿಸಿದೆ. <box>30 394 242 694</box>
newspaper-logo <box>408 34 531 58</box>
photo-logo-text: IFFCO <box>398 112 425 121</box>
nasha-band: ಮಾದಕ ದ್ರವ್ಯ ಸೇವನೆಯ ದುಷ್ಪರಿಣಾಮಗಳ ಜಾಗೃತಿ ಮೂಡಿಸಲು “ನಶೆ ಮುಕ್ತ ಭಾರತ ಅಭಿಯಾನ” <box>256 774 918 800</box>
